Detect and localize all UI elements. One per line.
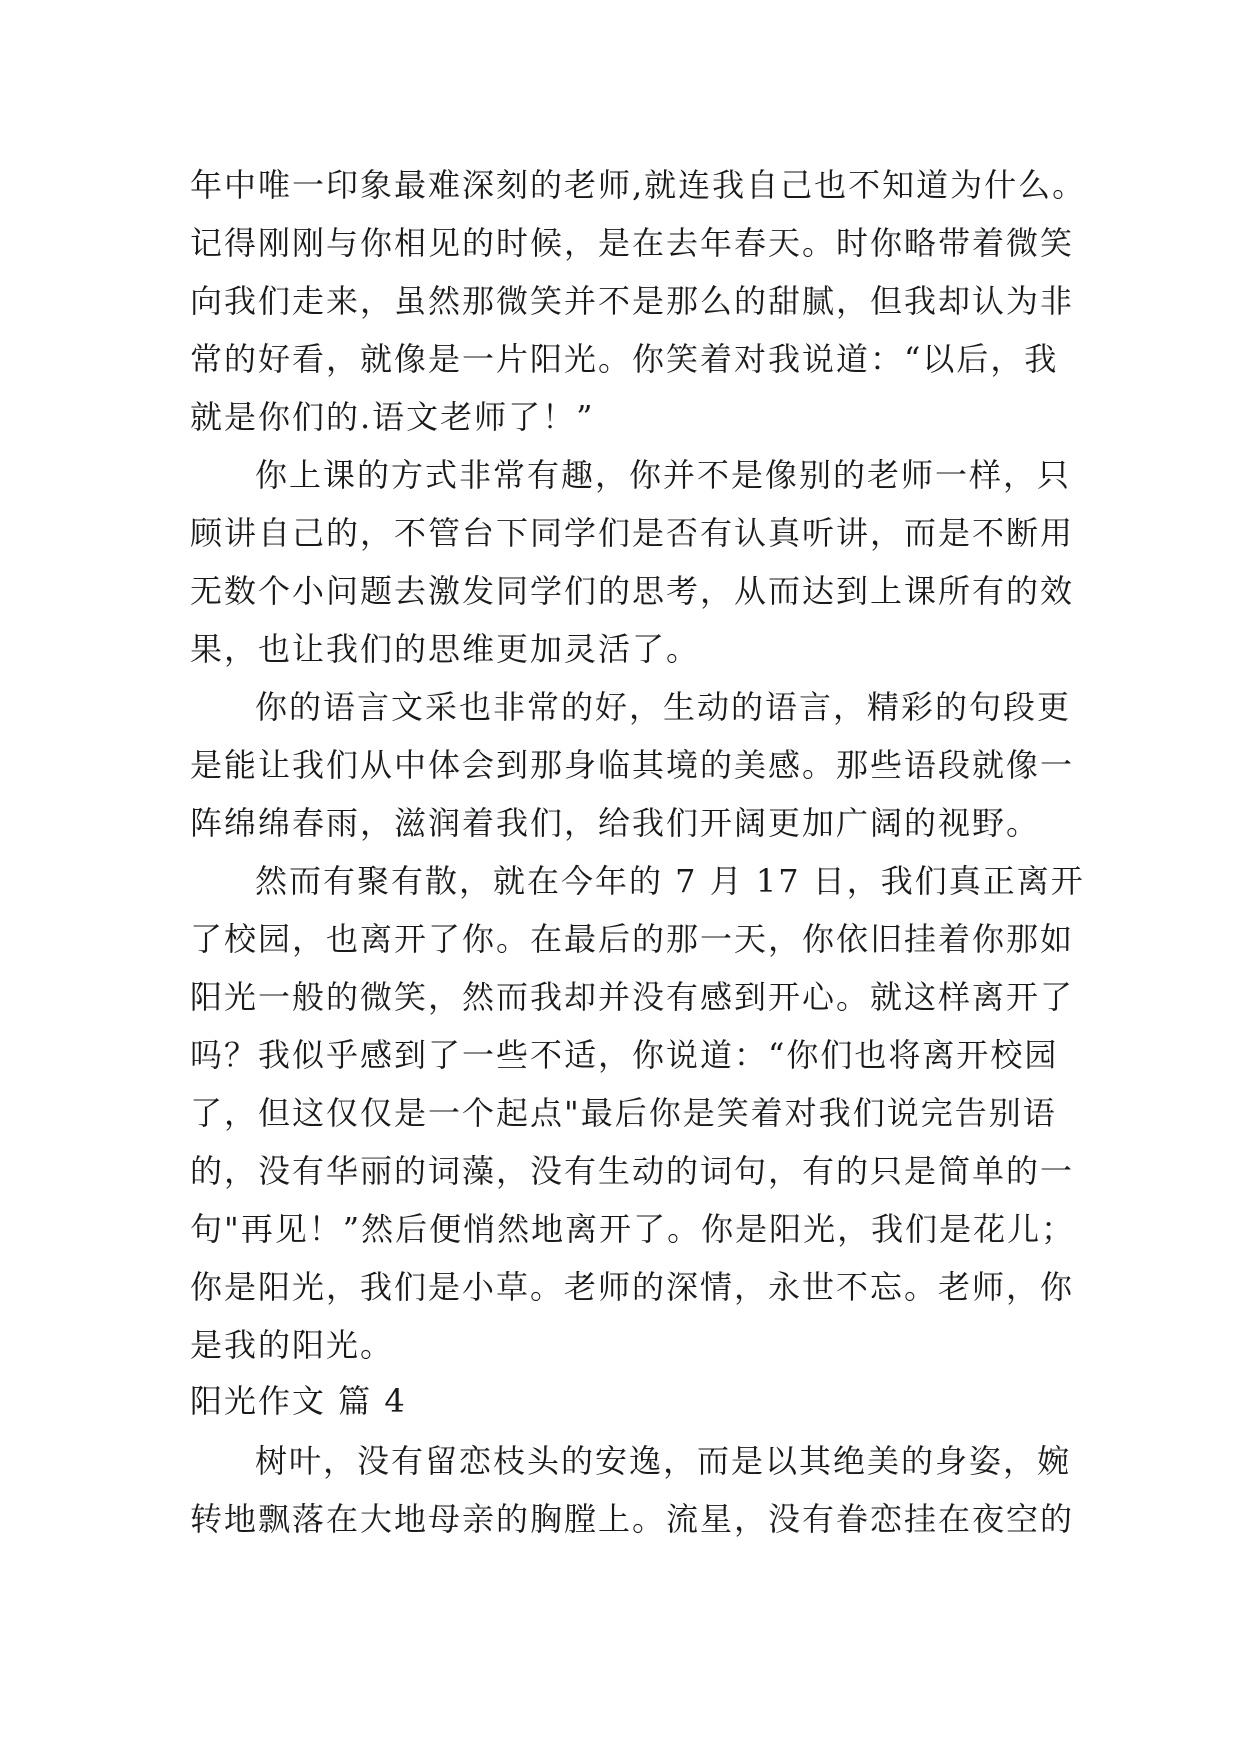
- text-line: 句"再见！”然后便悄然地离开了。你是阳光，我们是花儿；: [190, 1210, 1076, 1248]
- text-line: 是能让我们从中体会到那身临其境的美感。那些语段就像一: [190, 746, 1075, 784]
- text-line: 是我的阳光。: [190, 1326, 395, 1364]
- text-line: 记得刚刚与你相见的时候，是在去年春天。时你略带着微笑: [190, 224, 1075, 262]
- text-line: 就是你们的.语文老师了！”: [190, 398, 595, 436]
- text-line: 了，但这仅仅是一个起点"最后你是笑着对我们说完告别语: [190, 1094, 1057, 1132]
- paragraph-first-line: 树叶，没有留恋枝头的安逸，而是以其绝美的身姿，婉: [255, 1442, 1072, 1480]
- text-line: 你是阳光，我们是小草。老师的深情，永世不忘。老师，你: [190, 1268, 1075, 1306]
- text-line: 果，也让我们的思维更加灵活了。: [190, 630, 701, 668]
- paragraph-first-line: 你上课的方式非常有趣，你并不是像别的老师一样，只: [255, 456, 1072, 494]
- paragraph-first-line: 然而有聚有散，就在今年的 7 月 17 日，我们真正离开: [255, 862, 1085, 900]
- text-line: 转地飘落在大地母亲的胸膛上。流星，没有眷恋挂在夜空的: [190, 1500, 1075, 1538]
- text-line: 阵绵绵春雨，滋润着我们，给我们开阔更加广阔的视野。: [190, 804, 1041, 842]
- text-line: 吗？我似乎感到了一些不适，你说道：“你们也将离开校园: [190, 1036, 1059, 1074]
- text-line: 无数个小问题去激发同学们的思考，从而达到上课所有的效: [190, 572, 1075, 610]
- text-line: 顾讲自己的，不管台下同学们是否有认真听讲，而是不断用: [190, 514, 1075, 552]
- text-line: 的，没有华丽的词藻，没有生动的词句，有的只是简单的一: [190, 1152, 1075, 1190]
- text-line: 了校园，也离开了你。在最后的那一天，你依旧挂着你那如: [190, 920, 1075, 958]
- paragraph-first-line: 你的语言文采也非常的好，生动的语言，精彩的句段更: [255, 688, 1072, 726]
- text-line: 年中唯一印象最难深刻的老师,就连我自己也不知道为什么。: [190, 166, 1087, 204]
- section-heading: 阳光作文 篇 4: [190, 1382, 407, 1420]
- text-line: 向我们走来，虽然那微笑并不是那么的甜腻，但我却认为非: [190, 282, 1075, 320]
- text-line: 阳光一般的微笑，然而我却并没有感到开心。就这样离开了: [190, 978, 1075, 1016]
- text-line: 常的好看，就像是一片阳光。你笑着对我说道：“以后，我: [190, 340, 1059, 378]
